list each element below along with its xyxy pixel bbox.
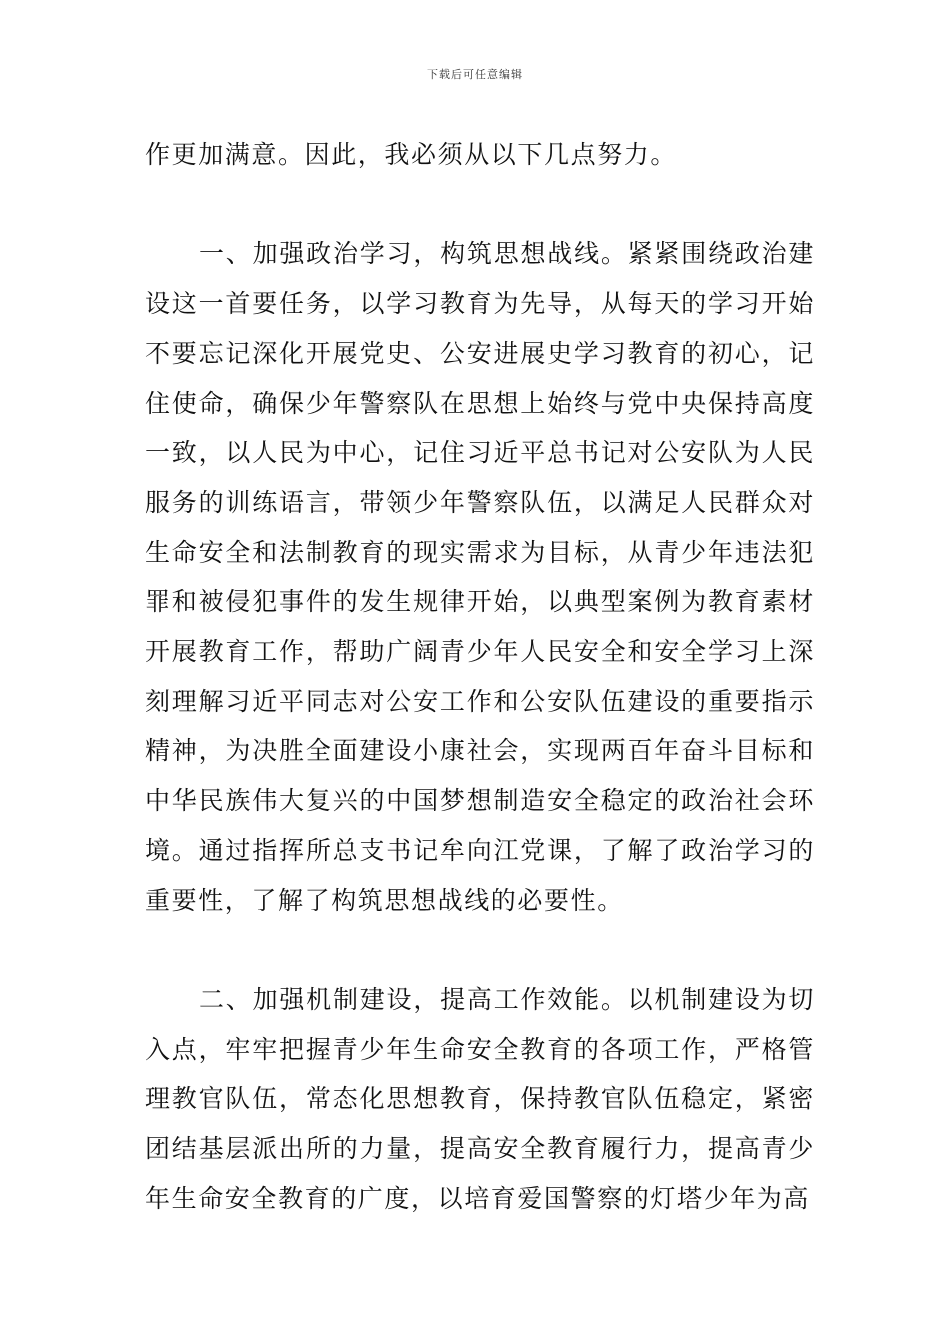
paragraph-continuation: 作更加满意。因此，我必须从以下几点努力。 xyxy=(145,140,678,169)
page-header-note: 下载后可任意编辑 xyxy=(427,68,523,81)
paragraph-mechanism-building: 二、加强机制建设，提高工作效能。以机制建设为切入点，牢牢把握青少年生命安全教育的各项工作，严格管理教官队伍，常态化思想教育，保持教官队伍稳定，紧密团结基层派出所的力量，提高安全教育履行力，提高青少年生命安全教育的广度，以培育爱国警察的灯塔少年为高 xyxy=(145,984,815,1213)
document-body xyxy=(145,130,815,1223)
paragraph-political-study: 一、加强政治学习，构筑思想战线。紧紧围绕政治建设这一首要任务，以学习教育为先导，从每天的学习开始不要忘记深化开展党史、公安进展史学习教育的初心，记住使命，确保少年警察队在思想上始终与党中央保持高度一致，以人民为中心，记住习近平总书记对公安队为人民服务的训练语言，带领少年警察队伍，以满足人民群众对生命安全和法制教育的现实需求为目标，从青少年违法犯罪和被侵犯事件的发生规律开始，以典型案例为教育素材开展教育工作，帮助广阔青少年人民安全和安全学习上深刻理解习近平同志对公安工作和公安队伍建设的重要指示精神，为决胜全面建设小康社会，实现两百年奋斗目标和中华民族伟大复兴的中国梦想制造安全稳定的政治社会环境。通过指挥所总支书记牟向江党课，了解了政治学习的重要性，了解了构筑思想战线的必要性。 xyxy=(145,239,815,915)
